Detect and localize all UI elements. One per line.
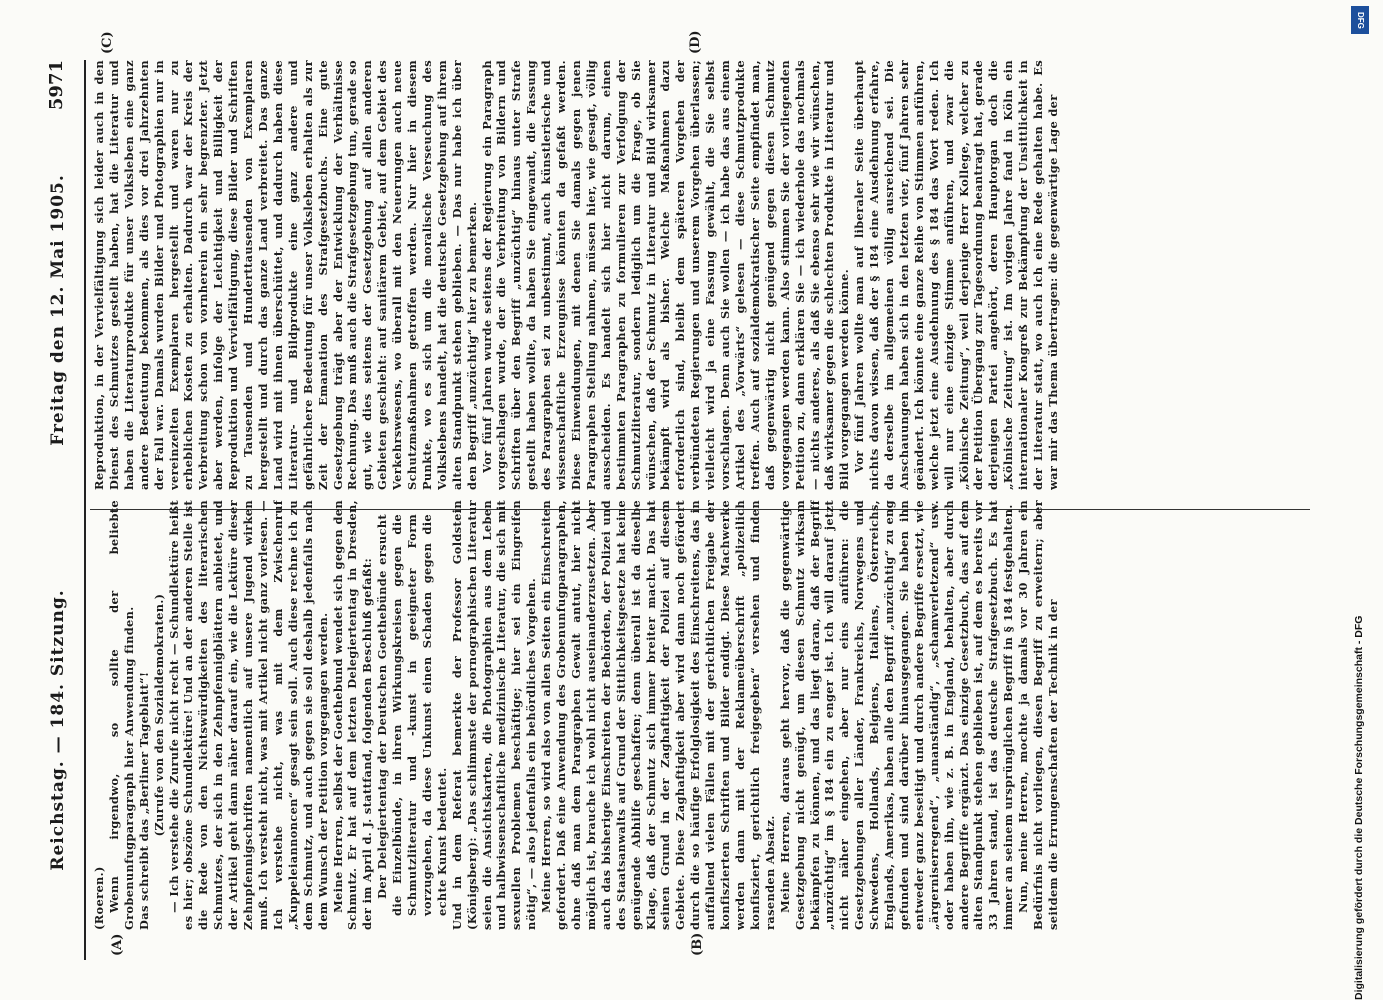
margin-letter-b: (B) <box>690 932 705 956</box>
header-rule <box>84 60 86 960</box>
margin-letter-d: (D) <box>688 30 703 54</box>
interjection: (Zurufe von den Sozialdemokraten.) <box>151 593 166 837</box>
paragraph: Nun, meine Herren, mochte ja damals vor 30 Jahren ein Bedürfnis nicht vorliegen, diesen Begriff zu erweitern; aber seitdem die Errungenschaften der Technik in der <box>1016 500 1060 930</box>
margin-letter-a: (A) <box>110 933 125 956</box>
margin-letter-c: (C) <box>100 31 115 54</box>
dfg-logo: DFG <box>1351 6 1369 34</box>
paragraph: Meine Herren, selbst der Goethebund wendet sich gegen den Schmutz. Er hat auf dem letzten Delegiertentag in Dresden, der im April d. J. stattfand, folgenden Beschluß gefaßt: <box>330 500 375 930</box>
paragraph: Vor fünf Jahren wollte man auf liberaler Seite überhaupt nichts davon wissen, daß der § 184 eine Ausdehnung erfahre, da derselbe im allgemeinen völlig ausreichend sei. Die Anschauungen haben sich in den letzten vier, fünf Jahren sehr geändert. Ich könnte eine ganze Reihe von Stimmen anführen, welche jetzt eine Ausdehnung des § 184 das Wort reden. Ich will nur eine einzige Stimme anführen, und zwar die „Kölnische Zeitung“, weil derjenige Herr Kollege, welcher zu der Petition Übergang zur Tagesordnung beantragt hat, gerade derjenigen Partei angehört, deren Hauptorgan doch die „Kölnische Zeitung“ ist. Im vorigen Jahre fand in Köln ein internationaler Kongreß zur Bekämpfung der Unsittlichkeit in der Literatur statt, wo auch ich eine Rede gehalten habe. Es war mir das Thema übertragen: die gegenwärtige Lage der <box>852 60 1060 490</box>
paragraph: Wenn irgendwo, so sollte der beliebte Grobenunfugparagraph hier Anwendung finden. <box>106 500 136 930</box>
digitization-note <box>1349 0 1369 1000</box>
paragraph: Reproduktion, in der Vervielfältigung sich leider auch in den Dienst des Schmutzes gestellt haben, hat die Literatur und haben die Literaturprodukte für unser Volksleben eine ganz andere Bedeutung bekommen, als dies vor drei Jahrzehnten der Fall war. Damals wurden Bilder und Photographien nur in vereinzelten Exemplaren hergestellt und waren nur zu erheblichen Kosten zu erhalten. Dadurch war der Kreis der Verbreitung schon von vornherein ein sehr begrenzter. Jetzt aber werden, infolge der Leichtigkeit und Billigkeit der Reproduktion und Vervielfältigung, diese Bilder und Schriften zu Tausenden und Hunderttausenden von Exemplaren hergestellt und durch das ganze Land verbreitet. Das ganze Land wird mit ihnen überschüttet, und dadurch haben diese Literatur- und Bildprodukte eine ganz andere und gefährlichere Bedeutung für unser Volksleben erhalten als zur Zeit der Emanation des Strafgesetzbuchs. Eine gute Gesetzgebung trägt aber der Entwicklung der Verhältnisse Rechnung. Das muß auch die Strafgesetzgebung tun, gerade so gut, wie dies seitens der Gesetzgebung auf allen anderen Gebieten geschieht: auf sanitärem Gebiet, auf dem Gebiet des Verkehrswesens, wo überall mit den Neuerungen auch neue Schutzmaßnahmen getroffen werden. Nur hier in diesem Punkte, wo es sich um die moralische Verseuchung des Volkslebens handelt, hat die deutsche Gesetzgebung auf ihrem alten Standpunkt stehen geblieben. — Das nur habe ich über den Begriff „unzüchtig“ hier zu bemerken. <box>92 60 479 490</box>
left-column <box>92 500 1292 930</box>
paragraph: Meine Herren, so wird also von allen Seiten ein Einschreiten gefordert. Daß eine Anwendung des Grobenunfugparagraphen, ohne daß man dem Paragraphen Gewalt antut, hier nicht möglich ist, brauche ich wohl nicht auseinanderzusetzen. Aber auch das bisherige Einschreiten der Behörden, der Polizei und des Staatsanwalts auf Grund der Sittlichkeitsgesetze hat keine genügende Abhilfe geschaffen; denn überall ist da dieselbe Klage, daß der Schmutz sich immer breiter macht. Das hat seinen Grund in der Zaghaftigkeit der Polizei auf diesem Gebiete. Diese Zaghaftigkeit aber wird dann noch gefördert durch die so häufige Erfolglosigkeit des Einschreitens, das in auffallend vielen Fällen mit der gerichtlichen Freigabe der konfiszierten Schriften und Bilder endigt. Diese Machwerke werden dann mit der Reklameüberschrift „polizeilich konfisziert, gerichtlich freigegeben“ versehen und finden rasenden Absatz. <box>539 500 777 930</box>
date-heading: Freitag den 12. Mai 1905. <box>48 174 68 446</box>
page-header <box>40 60 80 960</box>
quotation: Der Delegiertentag der Deutschen Goethebünde ersucht die Einzelbünde, in ihren Wirkungskreisen gegen die Schmutzliteratur und -kunst in geeigneter Form vorzugehen, da diese Unkunst einen Schaden gegen die echte Kunst bedeutet. <box>375 514 449 916</box>
paragraph: Und in dem Referat bemerkte der Professor Goldstein (Königsberg): „Das schlimmste der pornographischen Literatur seien die Ansichtskarten, die Photographien aus dem Leben und halbwissenschaftliche medizinische Literatur, die sich mit sexuellen Problemen beschäftige; hier sei ein Eingreifen nötig“, — also jedenfalls ein behördliches Vorgehen. <box>449 500 539 930</box>
paragraph: Meine Herren, daraus geht hervor, daß die gegenwärtige Gesetzgebung nicht genügt, um diesen Schmutz wirksam bekämpfen zu können, und das liegt daran, daß der Begriff „unzüchtig“ im § 184 ein zu enger ist. Ich will darauf jetzt nicht näher eingehen, aber nur eins anführen: die Gesetzgebungen aller Länder, Frankreichs, Norwegens und Schwedens, Hollands, Belgiens, Italiens, Österreichs, Englands, Amerikas, haben alle den Begriff „unzüchtig“ zu eng gefunden und sind darüber hinausgegangen. Sie haben ihn entweder ganz beseitigt und durch andere Begriffe ersetzt, wie „ärgerniserregend“, „unanständig“, „schamverletzend“ usw. oder haben ihn, wie z. B. in England, behalten, aber durch andere Begriffe ergänzt. Das einzige Gesetzbuch, das auf dem alten Standpunkt stehen geblieben ist, auf dem es bereits vor 33 Jahren stand, ist das deutsche Strafgesetzbuch. Es hat immer an seinem ursprünglichen Begriff in § 184 festgehalten. <box>777 500 1016 930</box>
speaker-label: (Roeren.) <box>92 866 106 930</box>
paragraph: Vor fünf Jahren wurde seitens der Regierung ein Paragraph vorgeschlagen wurde, der die Verbreitung von Bildern und Schriften über den Begriff „unzüchtig“ hinaus unter Strafe gestellt haben wollte, da haben Sie eingewandt, die Fassung des Paragraphen sei zu unbestimmt, auch künstlerische und wissenschaftliche Erzeugnisse könnten da gefaßt werden. Diese Einwendungen, mit denen Sie damals gegen jenen Paragraphen Stellung nahmen, müssen hier, wie gesagt, völlig ausscheiden. Es handelt sich hier nicht darum, einen bestimmten Paragraphen zu formulieren zur Verfolgung der Schmutzliteratur, sondern lediglich um die Frage, ob Sie wünschen, daß der Schmutz in Literatur und Bild wirksamer bekämpft wird als bisher. Welche Maßnahmen dazu erforderlich sind, bleibt dem späteren Vorgehen der verbündeten Regierungen und unserem Vorgehen überlassen; vielleicht wird ja eine Fassung gewählt, die Sie selbst vorschlagen. Denn auch Sie wollen — ich habe das aus einem Artikel des „Vorwärts“ gelesen — diese Schmutzprodukte treffen. Auch auf sozialdemokratischer Seite empfindet man, daß gegenwärtig nicht genügend gegen diesen Schmutz vorgegangen werden kann. Also stimmen Sie der vorliegenden Petition zu, dann erklären Sie — ich wiederhole das nochmals — nichts anderes, als daß Sie ebenso sehr wie wir wünschen, daß wirksamer gegen die schlechten Produkte in Literatur und Bild vorgegangen werden könne. <box>479 60 852 490</box>
session-heading: Reichstag. — 184. Sitzung. <box>48 589 68 871</box>
page-number: 5971 <box>46 60 67 111</box>
paragraph: Das schreibt das „Berliner Tageblatt“! <box>136 671 151 930</box>
paragraph: — Ich verstehe die Zurufe nicht recht — Schundlektüre heißt es hier; obszöne Schundlektüre! Und an der anderen Stelle ist die Rede von den Nichtswürdigkeiten des literarischen Schmutzes, der sich in den Zehnpfennigblättern anbietet, und der Artikel geht dann näher darauf ein, wie die Lektüre dieser Zehnpfennigschriften namentlich auf unsere Jugend wirken muß. Ich versteht nicht, was mit Artikel nicht ganz vorlesen. — Ich verstehe nicht, was mit dem Zwischenruf „Kuppeleiannoncen“ gesagt sein soll. Auch diese rechne ich zu dem Schmutz, und auch gegen sie soll deshalb jedenfalls nach dem Wunsch der Petition vorgegangen werden. <box>166 500 330 930</box>
digitization-note-text: Digitalisierung gefördert durch die Deutsche Forschungsgemeinschaft - DFG <box>1353 615 1365 1000</box>
right-column <box>92 60 1292 490</box>
